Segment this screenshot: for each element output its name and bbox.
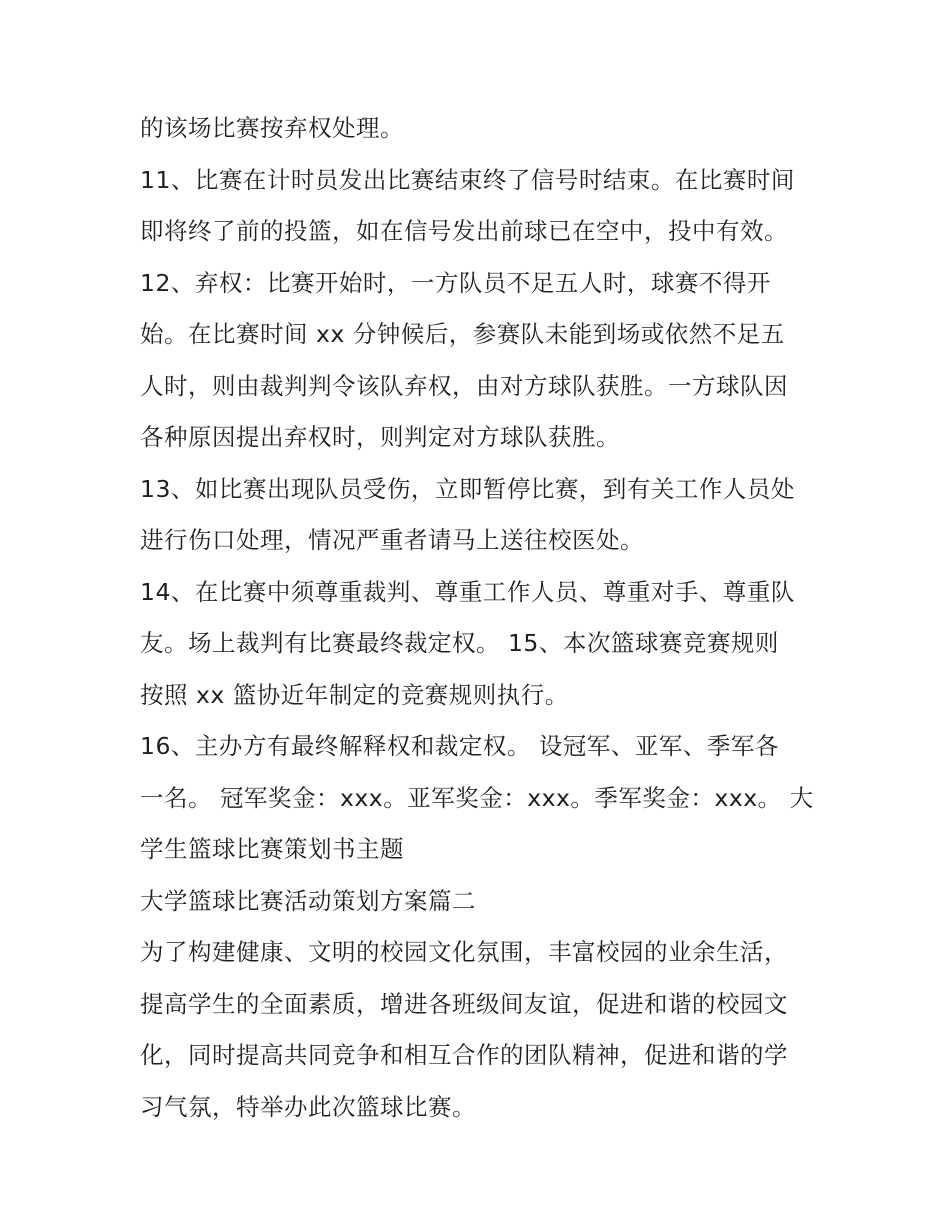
text-line-11: 友。场上裁判有比赛最终裁定权。 15、本次篮球赛竞赛规则 (140, 629, 779, 657)
text-line-19: 化，同时提高共同竞争和相互合作的团队精神，促进和谐的学 (140, 1041, 788, 1069)
text-line-10: 14、在比赛中须尊重裁判、尊重工作人员、尊重对手、尊重队 (140, 577, 795, 606)
text-line-13: 16、主办方有最终解释权和裁定权。 设冠军、亚军、季军各 (140, 732, 779, 760)
text-line-2: 11、比赛在计时员发出比赛结束终了信号时结束。在比赛时间 (140, 165, 795, 194)
text-line-7: 各种原因提出弃权时，则判定对方球队获胜。 (140, 423, 620, 451)
document-body (140, 106, 812, 1136)
text-line-4: 12、弃权：比赛开始时，一方队员不足五人时，球赛不得开 (140, 268, 771, 297)
text-line-6: 人时，则由裁判判令该队弃权，由对方球队获胜。一方球队因 (140, 371, 788, 400)
text-line-5: 始。在比赛时间 xx 分钟候后，参赛队未能到场或依然不足五 (140, 320, 785, 348)
section-title: 大学篮球比赛活动策划方案篇二 (140, 886, 476, 915)
text-line-17: 为了构建健康、文明的校园文化氛围，丰富校园的业余生活， (140, 938, 788, 966)
text-line-14: 一名。 冠军奖金：xxx。亚军奖金：xxx。季军奖金：xxx。 大 (140, 783, 814, 812)
text-line-1: 的该场比赛按弃权处理。 (140, 114, 404, 142)
text-line-12: 按照 xx 篮协近年制定的竞赛规则执行。 (140, 680, 569, 709)
text-line-18: 提高学生的全面素质，增进各班级间友谊，促进和谐的校园文 (140, 989, 788, 1018)
text-line-9: 进行伤口处理，情况严重者请马上送往校医处。 (140, 526, 644, 554)
text-line-8: 13、如比赛出现队员受伤，立即暂停比赛，到有关工作人员处 (140, 474, 795, 503)
text-line-3: 即将终了前的投篮，如在信号发出前球已在空中，投中有效。 (140, 217, 788, 245)
text-line-20: 习气氛，特举办此次篮球比赛。 (140, 1092, 476, 1121)
text-line-15: 学生篮球比赛策划书主题 (140, 835, 404, 863)
